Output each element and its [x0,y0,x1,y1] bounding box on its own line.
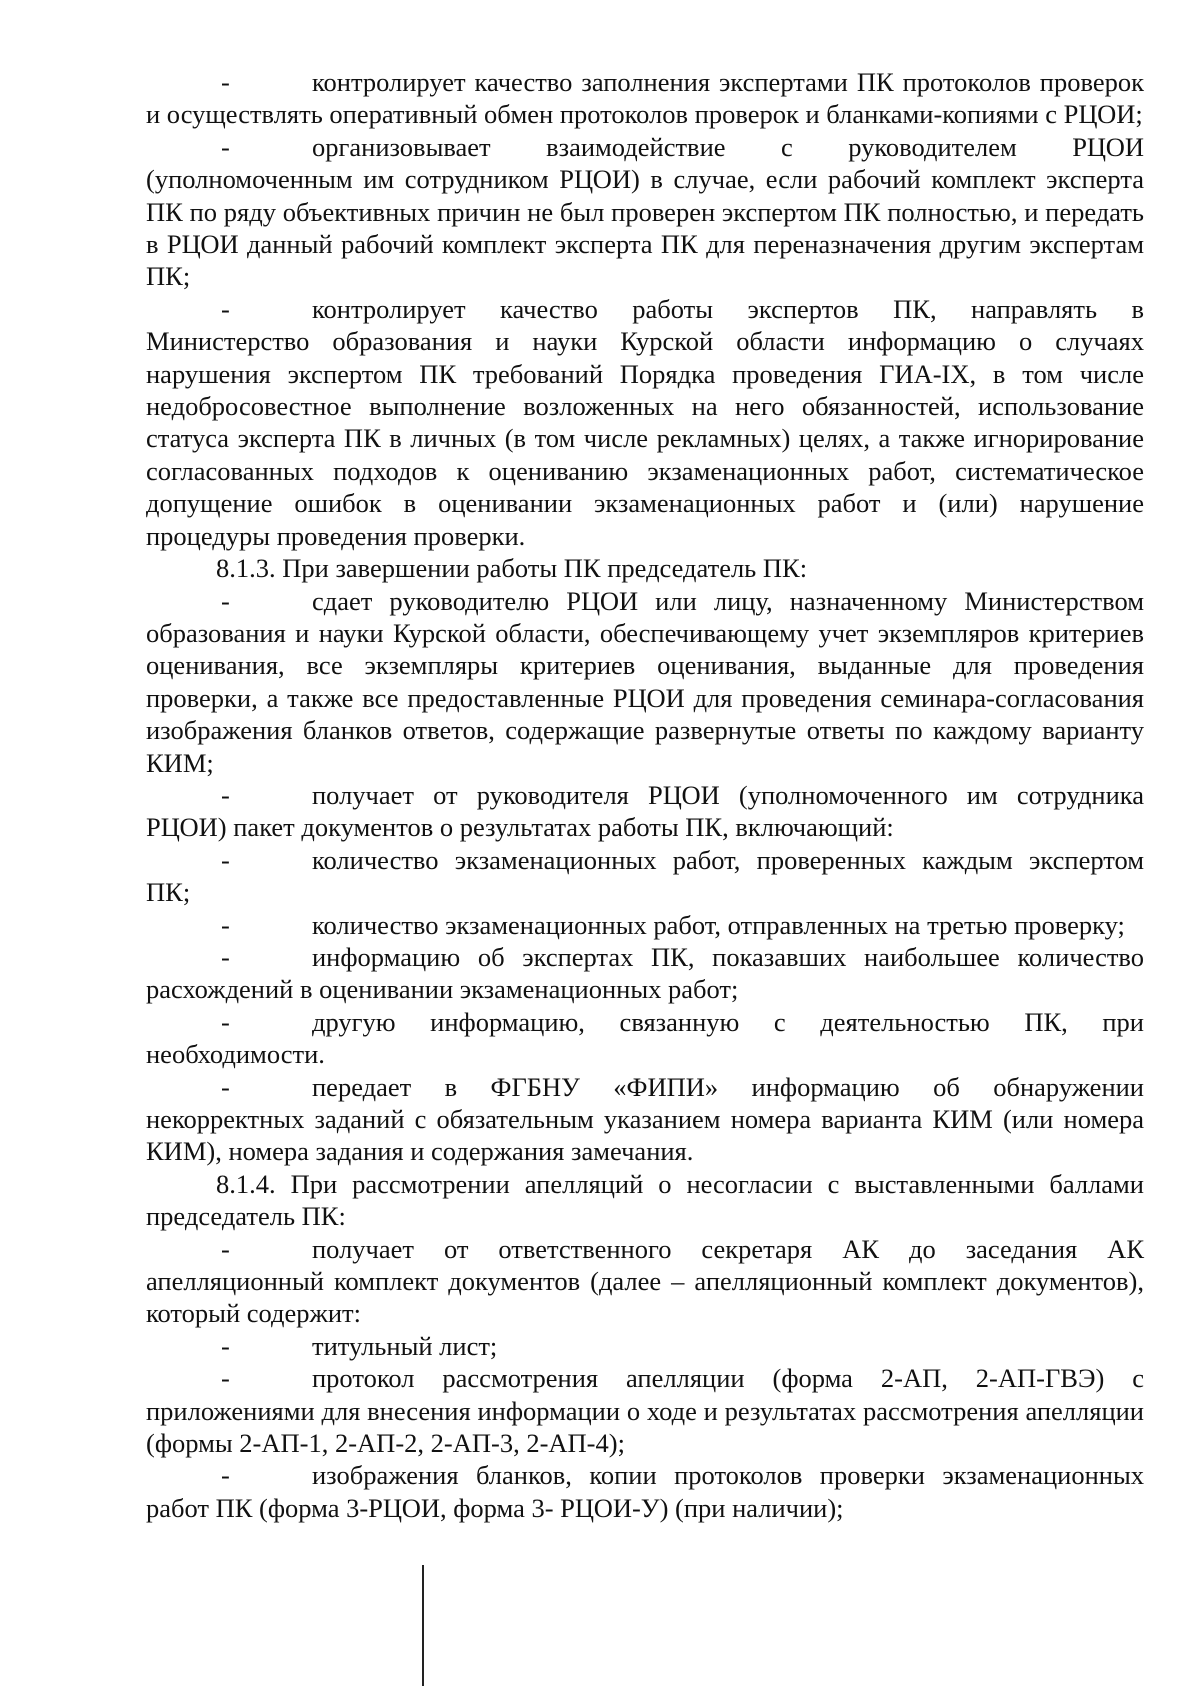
paragraph-text: информацию об экспертах ПК, показавших наибольшее количество расхождений в оценивании экзаменационных работ; [146,941,1144,1005]
paragraph-text: количество экзаменационных работ, отправленных на третью проверку; [312,909,1125,940]
dash-marker: - [221,131,230,162]
paragraph-text: 8.1.3. При завершении работы ПК председатель ПК: [216,553,808,584]
paragraph-9 [146,941,1144,1006]
paragraph-8 [146,909,1144,941]
document-page [146,66,1144,1524]
paragraph-text: количество экзаменационных работ, проверенных каждым экспертом ПК; [146,844,1144,908]
paragraph-5 [146,585,1144,779]
dash-marker: - [221,1071,230,1102]
paragraph-text: сдает руководителю РЦОИ или лицу, назначенному Министерством образования и науки Курской области, обеспечивающему учет экземпляров критериев оценивания, все экземпляры критериев оценивания, выданные для проведения проверки, а также все предоставленные РЦОИ для проведения семинара-согласования изображения бланков ответов, содержащие развернутые ответы по каждому варианту КИМ; [146,585,1144,778]
paragraph-text: организовывает взаимодействие с руководителем РЦОИ (уполномоченным им сотрудником РЦОИ) в случае, если рабочий комплект эксперта ПК по ряду объективных причин не был проверен экспертом ПК полностью, и передать в РЦОИ данный рабочий комплект эксперта ПК для переназначения другим экспертам ПК; [146,131,1144,292]
paragraph-11 [146,1071,1144,1168]
paragraph-text: титульный лист; [312,1330,498,1361]
dash-marker: - [221,585,230,616]
paragraph-16 [146,1459,1144,1524]
paragraph-text: получает от ответственного секретаря АК до заседания АК апелляционный комплект документов (далее – апелляционный комплект документов), который содержит: [146,1233,1144,1329]
paragraph-14 [146,1330,1144,1362]
paragraph-2 [146,131,1144,293]
dash-marker: - [221,1233,230,1264]
paragraph-13 [146,1233,1144,1330]
dash-marker: - [221,1460,230,1491]
paragraph-text: 8.1.4. При рассмотрении апелляций о несогласии с выставленными баллами председатель ПК: [146,1168,1144,1232]
dash-marker: - [221,1330,230,1361]
dash-marker: - [221,67,230,97]
paragraph-text: контролирует качество заполнения экспертами ПК протоколов проверок и осуществлять оперативный обмен протоколов проверок и бланками-копиями с РЦОИ; [146,67,1144,130]
dash-marker: - [221,844,230,875]
paragraph-text: получает от руководителя РЦОИ (уполномоченного им сотрудника РЦОИ) пакет документов о результатах работы ПК, включающий: [146,779,1144,843]
paragraph-6 [146,779,1144,844]
dash-marker: - [221,779,230,810]
dash-marker: - [221,1006,230,1037]
paragraph-text: изображения бланков, копии протоколов проверки экзаменационных работ ПК (форма 3-РЦОИ, форма 3- РЦОИ-У) (при наличии); [146,1460,1144,1523]
paragraph-7 [146,844,1144,909]
section-8-1-4 [146,1168,1144,1233]
paragraph-text: другую информацию, связанную с деятельностью ПК, при необходимости. [146,1006,1144,1070]
dash-marker: - [221,1363,230,1394]
dash-marker: - [221,941,230,972]
paragraph-10 [146,1006,1144,1071]
paragraph-text: протокол рассмотрения апелляции (форма 2-АП, 2-АП-ГВЭ) с приложениями для внесения информации о ходе и результатах рассмотрения апелляции (формы 2-АП-1, 2-АП-2, 2-АП-3, 2-АП-4); [146,1363,1144,1459]
paragraph-text: передает в ФГБНУ «ФИПИ» информацию об обнаружении некорректных заданий с обязательным указанием номера варианта КИМ (или номера КИМ), номера задания и содержания замечания. [146,1071,1144,1167]
scan-artifact-line [422,1565,424,1686]
paragraph-3 [146,293,1144,552]
dash-marker: - [221,293,230,324]
section-8-1-3 [146,552,1144,584]
paragraph-1 [146,66,1144,131]
paragraph-text: контролирует качество работы экспертов ПК, направлять в Министерство образования и науки Курской области информацию о случаях нарушения экспертом ПК требований Порядка проведения ГИА-IX, в том числе недобросовестное выполнение возложенных на него обязанностей, использование статуса эксперта ПК в личных (в том числе рекламных) целях, а также игнорирование согласованных подходов к оцениванию экзаменационных работ, систематическое допущение ошибок в оценивании экзаменационных работ и (или) нарушение процедуры проведения проверки. [146,293,1144,551]
dash-marker: - [221,909,230,940]
paragraph-15 [146,1362,1144,1459]
